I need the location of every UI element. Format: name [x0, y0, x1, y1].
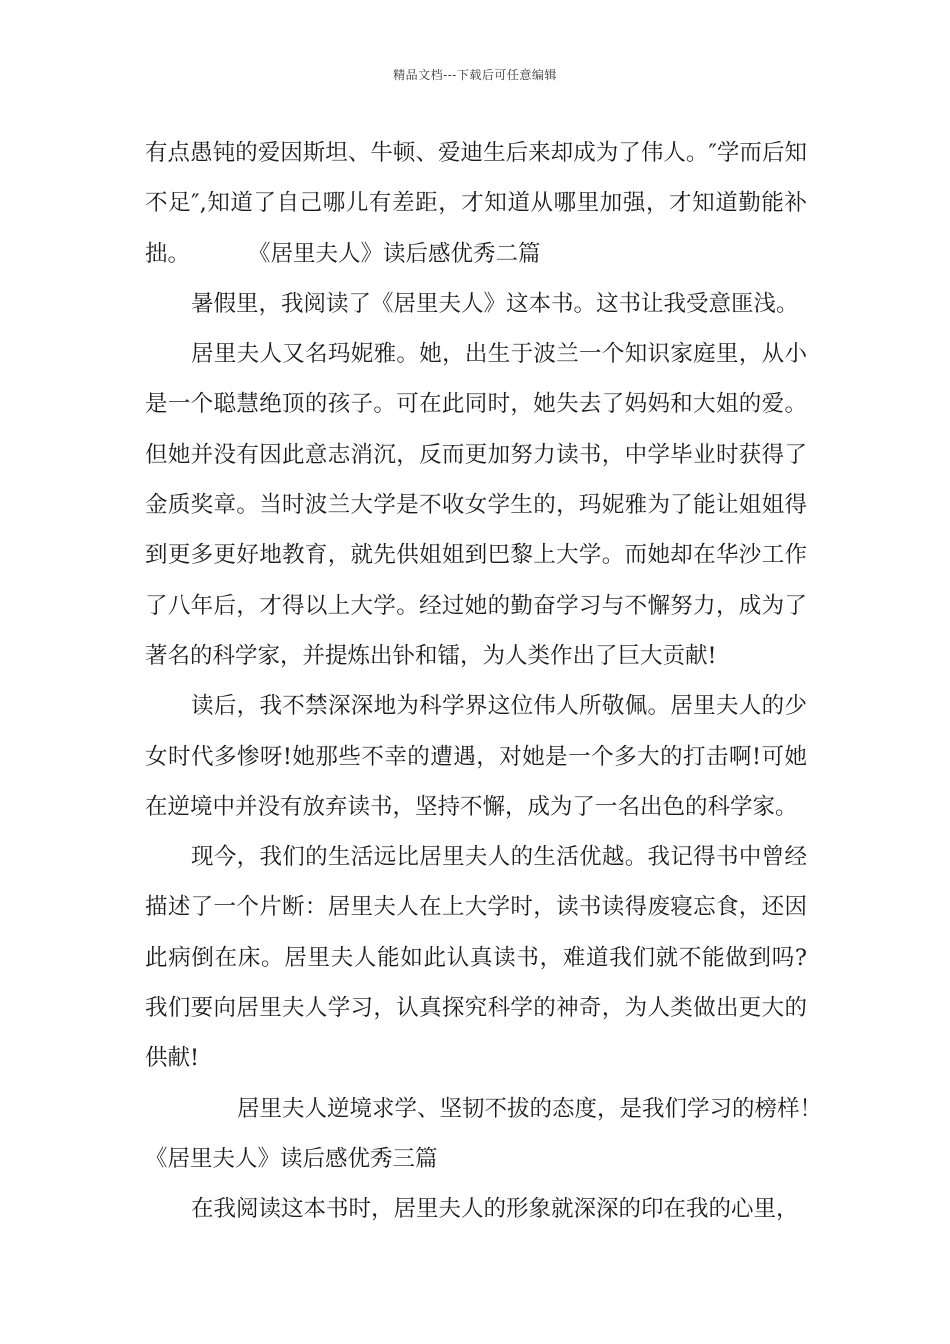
document-body — [145, 128, 823, 1235]
paragraph-summer-reading: 暑假里，我阅读了《居里夫人》这本书。这书让我受意匪浅。 — [191, 290, 799, 317]
paragraph-reflection: 读后，我不禁深深地为科学界这位伟人所敬佩。居里夫人的少女时代多惨呀!她那些不幸的遭遇，对她是一个多大的打击啊!可她在逆境中并没有放弃读书，坚持不懈，成为了一名出色的科学家。 — [145, 693, 807, 820]
section-title-three: 《居里夫人》读后感优秀三篇 — [145, 1145, 438, 1172]
section-title-two: 《居里夫人》读后感优秀二篇 — [248, 240, 541, 267]
paragraph-conclusion — [145, 1084, 823, 1185]
paragraph-continued-text: 有点愚钝的爱因斯坦、牛顿、爱迪生后来却成为了伟人。″学而后知不足″,知道了自己哪儿有差距，才知道从哪里加强，才知道勤能补拙。 — [145, 140, 807, 267]
page-header: 精品文档---下载后可任意编辑 — [393, 68, 557, 82]
paragraph-continued — [145, 128, 807, 279]
paragraph-conclusion-text: 居里夫人逆境求学、坚韧不拔的态度，是我们学习的榜样！ — [237, 1095, 823, 1122]
paragraph-impression: 在我阅读这本书时，居里夫人的形象就深深的印在我的心里， — [191, 1196, 799, 1223]
paragraph-biography: 居里夫人又名玛妮雅。她，出生于波兰一个知识家庭里，从小是一个聪慧绝顶的孩子。可在此同时，她失去了妈妈和大姐的爱。但她并没有因此意志消沉，反而更加努力读书，中学毕业时获得了金质奖章。当时波兰大学是不收女学生的，玛妮雅为了能让姐姐得到更多更好地教育，就先供姐姐到巴黎上大学。而她却在华沙工作了八年后，才得以上大学。经过她的勤奋学习与不懈努力，成为了著名的科学家，并提炼出钋和镭，为人类作出了巨大贡献! — [145, 341, 807, 669]
paragraph-comparison: 现今，我们的生活远比居里夫人的生活优越。我记得书中曾经描述了一个片断：居里夫人在上大学时，读书读得废寝忘食，还因此病倒在床。居里夫人能如此认真读书，难道我们就不能做到吗?我们要向居里夫人学习，认真探究科学的神奇，为人类做出更大的供献! — [145, 844, 807, 1072]
